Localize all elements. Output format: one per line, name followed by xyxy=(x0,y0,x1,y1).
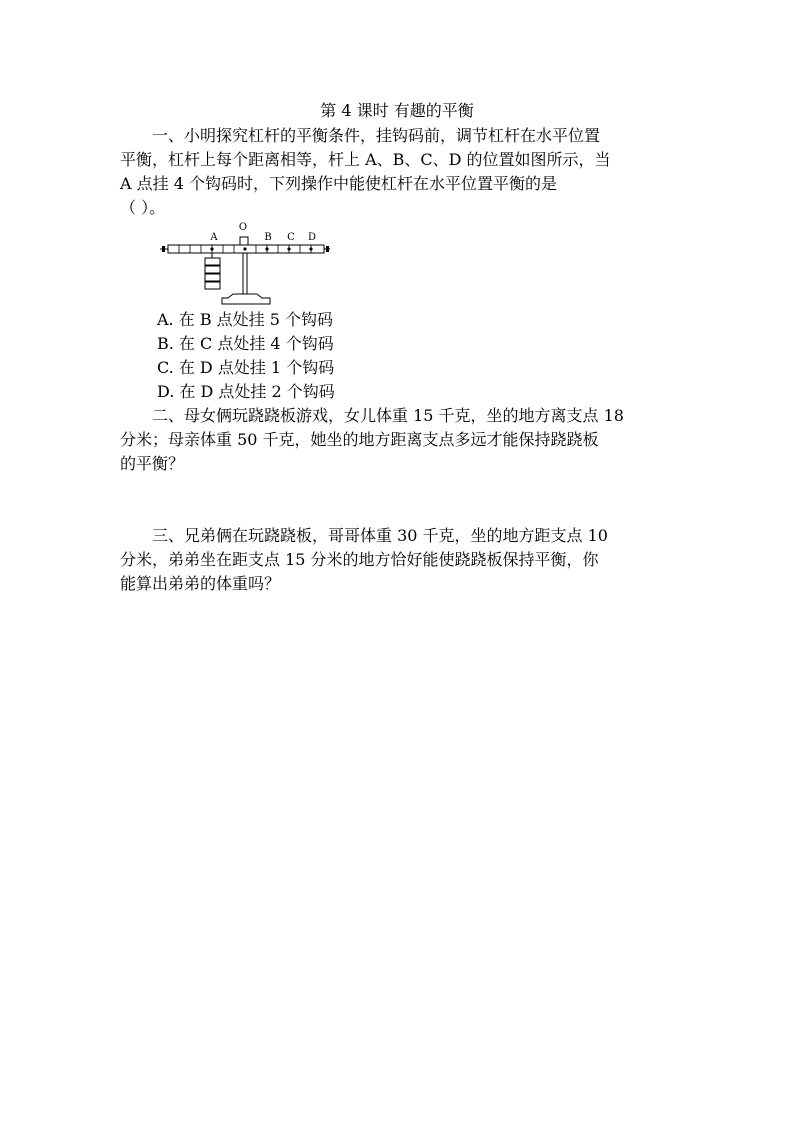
label-a: A xyxy=(210,232,218,243)
question-2-line: 的平衡？ xyxy=(120,454,185,473)
hole-o xyxy=(243,247,246,250)
label-c: C xyxy=(287,232,295,243)
question-2-line: 分米；母亲体重 50 千克，她坐的地方距离支点多远才能保持跷跷板 xyxy=(120,430,599,449)
hook-weight xyxy=(205,258,220,265)
question-1-line: A 点挂 4 个钩码时，下列操作中能使杠杆在水平位置平衡的是 xyxy=(120,174,557,193)
hook-weight xyxy=(205,266,220,273)
question-2 xyxy=(120,404,678,476)
hook-weight xyxy=(205,274,220,281)
right-knob xyxy=(326,246,329,252)
question-3-line: 三、兄弟俩在玩跷跷板，哥哥体重 30 千克，坐的地方距支点 10 xyxy=(152,526,608,545)
question-1-answer-blank: （ ）。 xyxy=(120,198,166,217)
option-b: B. 在 C 点处挂 4 个钩码 xyxy=(157,334,334,353)
question-2-line: 二、母女俩玩跷跷板游戏，女儿体重 15 千克，坐的地方离支点 18 xyxy=(152,406,624,425)
question-1-line: 一、小明探究杠杆的平衡条件，挂钩码前，调节杠杆在水平位置 xyxy=(152,126,601,145)
label-b: B xyxy=(264,232,272,243)
question-1 xyxy=(120,124,678,220)
lever-figure xyxy=(158,218,340,308)
option-a: A. 在 B 点处挂 5 个钩码 xyxy=(157,310,334,329)
page-title: 第 4 课时 有趣的平衡 xyxy=(320,101,474,120)
pivot-block xyxy=(240,237,248,245)
left-knob xyxy=(162,246,165,252)
hole-b xyxy=(265,247,268,250)
hole-a xyxy=(210,247,213,250)
question-3-line: 分米，弟弟坐在距支点 15 分米的地方恰好能使跷跷板保持平衡，你 xyxy=(120,550,599,569)
label-d: D xyxy=(307,232,317,243)
question-3 xyxy=(120,524,678,596)
option-c: C. 在 D 点处挂 1 个钩码 xyxy=(157,358,335,377)
question-3-line: 能算出弟弟的体重吗？ xyxy=(120,574,281,593)
question-1-line: 平衡，杠杆上每个距离相等，杆上 A、B、C、D 的位置如图所示，当 xyxy=(120,150,611,169)
support-base xyxy=(222,294,270,304)
label-o: O xyxy=(238,222,248,233)
hole-d xyxy=(309,247,312,250)
hook-weight xyxy=(205,282,220,289)
option-d: D. 在 D 点处挂 2 个钩码 xyxy=(157,382,335,401)
hole-c xyxy=(287,247,290,250)
hanging-weights xyxy=(205,253,220,289)
